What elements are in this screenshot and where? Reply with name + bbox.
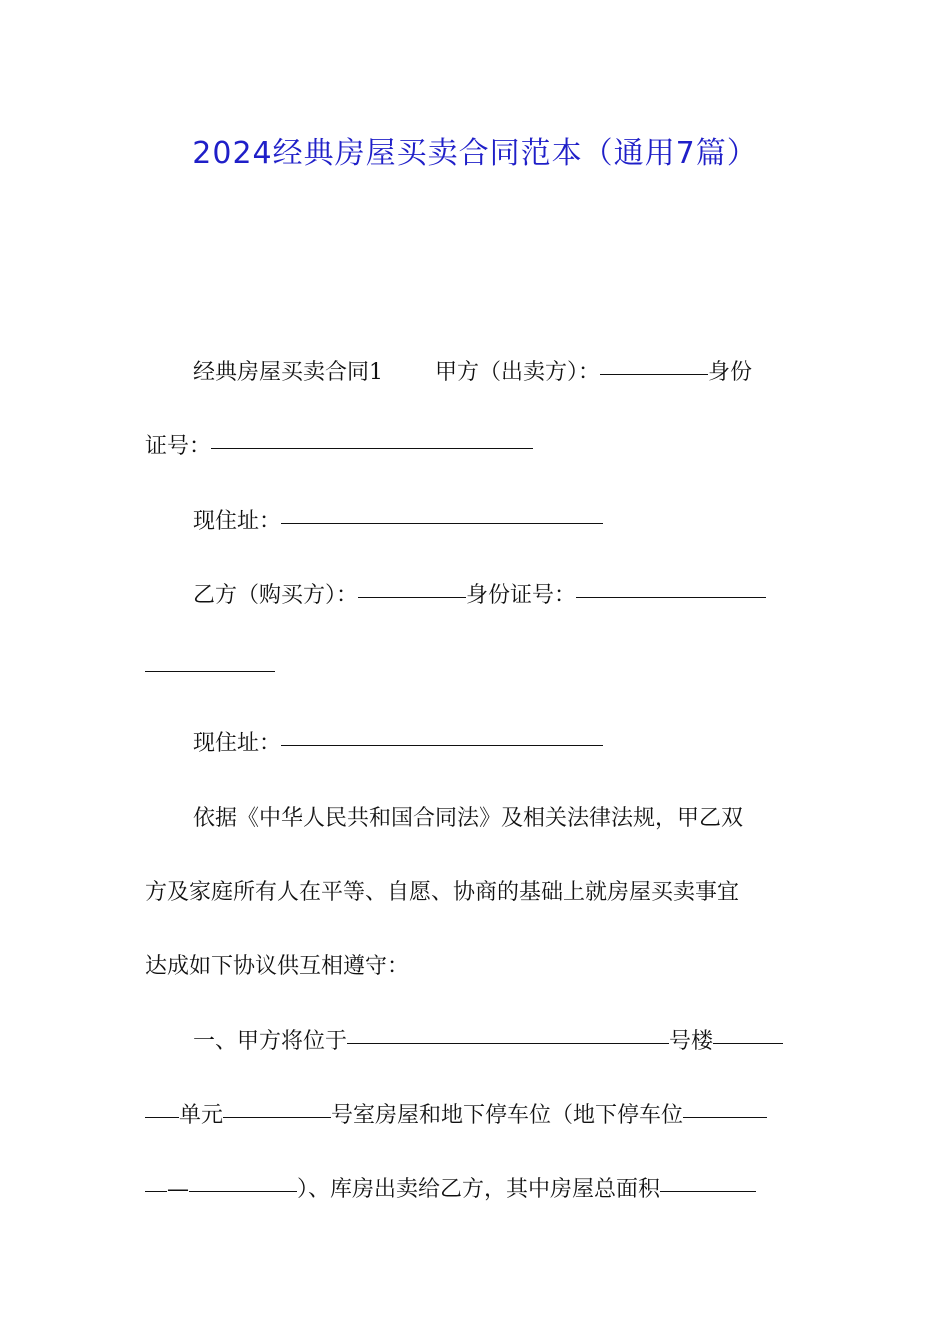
parking-from-blank (683, 1116, 767, 1118)
clause-1-lead: 一、甲方将位于 (193, 1028, 348, 1054)
party-b-address-label: 现住址： (193, 731, 282, 757)
line-7: 依据《中华人民共和国合同法》及相关法律法规，甲乙双 (193, 805, 744, 831)
contract-heading: 经典房屋买卖合同1 (193, 360, 383, 385)
storage-area-text: ）、库房出卖给乙方，其中房屋总面积 (297, 1177, 661, 1203)
line-6 (145, 707, 807, 781)
party-a-address-blank (281, 522, 603, 524)
document-title: 2024经典房屋买卖合同范本（通用7篇） (192, 136, 758, 171)
party-b-address-blank (281, 744, 603, 746)
party-b-id-label: 身份证号： (466, 582, 577, 608)
line-5 (145, 633, 807, 707)
party-a-id-blank (211, 447, 533, 449)
id-label-part: 身份 (708, 360, 753, 385)
unit-blank-continued (145, 1116, 179, 1118)
line-10 (145, 1005, 807, 1079)
line-9: 达成如下协议供互相遵守： (145, 954, 410, 980)
party-a-label: 甲方（出卖方）： (435, 360, 601, 385)
total-area-blank (660, 1190, 756, 1192)
unit-label: 单元 (179, 1102, 224, 1128)
line-3 (145, 485, 807, 559)
party-a-name-blank (600, 373, 708, 375)
room-parking-text: 号室房屋和地下停车位（地下停车位 (331, 1102, 684, 1128)
line-2 (145, 410, 807, 484)
document-body (145, 336, 807, 1228)
line-8: 方及家庭所有人在平等、自愿、协商的基础上就房屋买卖事宜 (145, 880, 740, 906)
parking-to-blank (189, 1190, 297, 1192)
party-b-name-blank (358, 596, 466, 598)
line-1 (145, 336, 807, 410)
party-a-address-label: 现住址： (193, 508, 282, 534)
line-12 (145, 1153, 807, 1227)
line-4 (145, 559, 807, 633)
room-blank (223, 1116, 331, 1118)
unit-blank (713, 1042, 783, 1044)
parking-from-blank-continued (145, 1190, 167, 1192)
party-b-id-blank (576, 596, 766, 598)
party-b-label: 乙方（购买方）： (193, 582, 359, 608)
party-b-id-blank-continued (145, 670, 275, 672)
line-11 (145, 1079, 807, 1153)
dash: — (167, 1177, 189, 1203)
id-label-rest: 证号： (145, 434, 212, 460)
location-blank (347, 1042, 669, 1044)
building-label: 号楼 (669, 1028, 714, 1054)
